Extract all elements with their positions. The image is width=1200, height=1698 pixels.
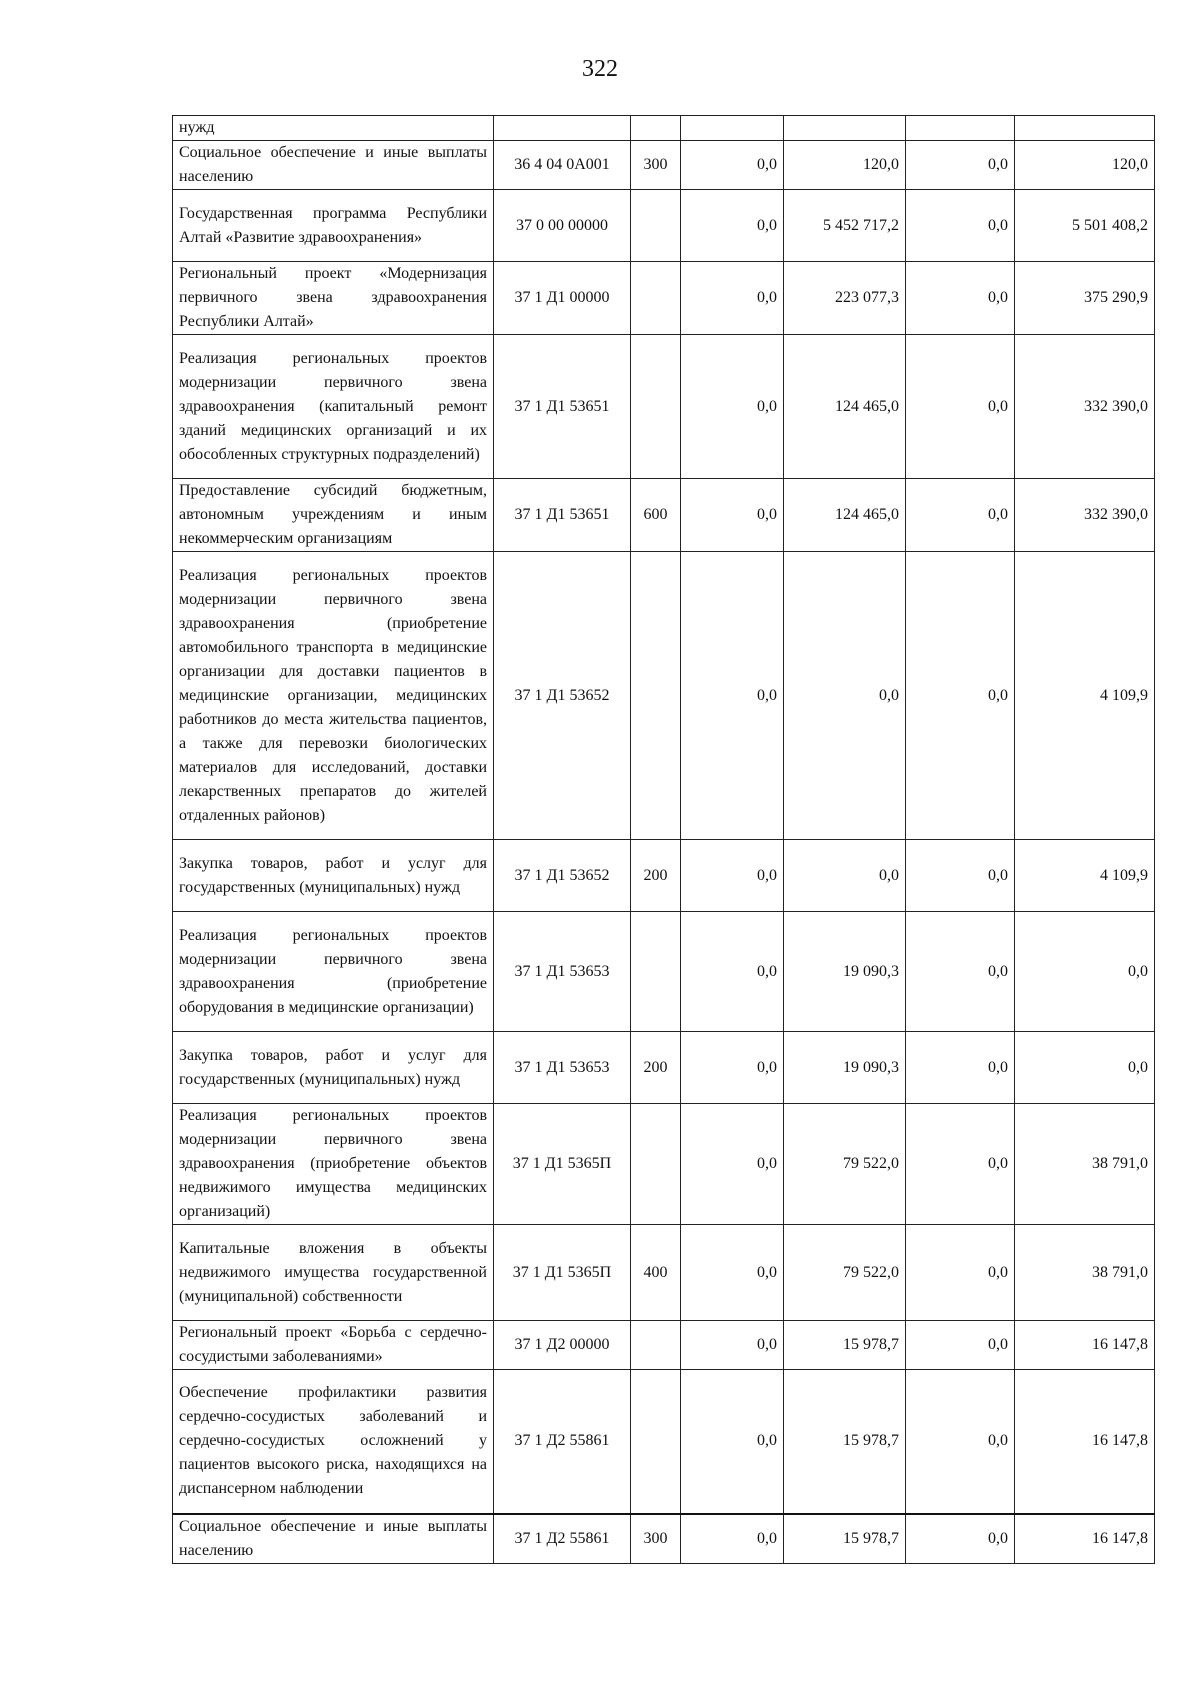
target-code-cell: 37 1 Д1 53652 [494, 552, 631, 840]
amount-cell: 0,0 [784, 552, 906, 840]
table-row [173, 141, 1155, 190]
amount-cell: 0,0 [681, 141, 784, 190]
amount-cell: 0,0 [681, 1321, 784, 1370]
expense-type-cell: 200 [631, 1032, 681, 1104]
row-name-cell: Государственная программа Республики Алтай «Развитие здравоохранения» [173, 190, 494, 262]
amount-cell: 0,0 [906, 1321, 1015, 1370]
amount-cell: 0,0 [906, 190, 1015, 262]
amount-cell: 0,0 [681, 479, 784, 552]
row-name-cell: Региональный проект «Борьба с сердечно-сосудистыми заболеваниями» [173, 1321, 494, 1370]
table-row [173, 1104, 1155, 1225]
expense-type-cell [631, 1321, 681, 1370]
row-name-cell: Капитальные вложения в объекты недвижимого имущества государственной (муниципальной) собственности [173, 1225, 494, 1321]
amount-cell: 79 522,0 [784, 1225, 906, 1321]
amount-cell: 0,0 [681, 1370, 784, 1514]
amount-cell: 375 290,9 [1015, 262, 1155, 335]
table-row [173, 552, 1155, 840]
amount-cell: 0,0 [681, 912, 784, 1032]
row-name-cell: Реализация региональных проектов модернизации первичного звена здравоохранения (приобретение автомобильного транспорта в медицинские организации для доставки пациентов в медицинские организации, медицинских работников до места жительства пациентов, а также для перевозки биологических материалов для исследований, доставки лекарственных препаратов до жителей отдаленных районов) [173, 552, 494, 840]
amount-cell: 124 465,0 [784, 335, 906, 479]
amount-cell: 0,0 [784, 840, 906, 912]
amount-cell [784, 116, 906, 141]
amount-cell: 0,0 [906, 335, 1015, 479]
expense-type-cell [631, 912, 681, 1032]
expense-type-cell [631, 1104, 681, 1225]
amount-cell: 120,0 [1015, 141, 1155, 190]
amount-cell: 5 452 717,2 [784, 190, 906, 262]
expense-type-cell: 400 [631, 1225, 681, 1321]
expense-type-cell [631, 1370, 681, 1514]
expense-type-cell [631, 335, 681, 479]
amount-cell: 16 147,8 [1015, 1514, 1155, 1564]
amount-cell: 38 791,0 [1015, 1104, 1155, 1225]
amount-cell: 15 978,7 [784, 1321, 906, 1370]
amount-cell: 4 109,9 [1015, 552, 1155, 840]
table-row [173, 479, 1155, 552]
amount-cell: 332 390,0 [1015, 479, 1155, 552]
row-name-cell: Социальное обеспечение и иные выплаты населению [173, 141, 494, 190]
row-name-cell: Закупка товаров, работ и услуг для государственных (муниципальных) нужд [173, 840, 494, 912]
amount-cell: 0,0 [681, 1514, 784, 1564]
amount-cell [906, 116, 1015, 141]
amount-cell: 16 147,8 [1015, 1321, 1155, 1370]
table-row [173, 190, 1155, 262]
expense-type-cell: 600 [631, 479, 681, 552]
table-row [173, 116, 1155, 141]
amount-cell: 0,0 [906, 141, 1015, 190]
page-number: 322 [582, 56, 618, 82]
expense-type-cell: 300 [631, 1514, 681, 1564]
amount-cell: 79 522,0 [784, 1104, 906, 1225]
target-code-cell: 37 0 00 00000 [494, 190, 631, 262]
row-name-cell: Закупка товаров, работ и услуг для государственных (муниципальных) нужд [173, 1032, 494, 1104]
amount-cell: 0,0 [681, 1032, 784, 1104]
expense-type-cell [631, 190, 681, 262]
target-code-cell: 37 1 Д1 53651 [494, 479, 631, 552]
amount-cell: 0,0 [906, 912, 1015, 1032]
target-code-cell: 37 1 Д2 55861 [494, 1370, 631, 1514]
amount-cell: 0,0 [1015, 912, 1155, 1032]
table-row [173, 1321, 1155, 1370]
row-name-cell: Обеспечение профилактики развития сердечно-сосудистых заболеваний и сердечно-сосудистых осложнений у пациентов высокого риска, находящихся на диспансерном наблюдении [173, 1370, 494, 1514]
amount-cell: 0,0 [906, 1514, 1015, 1564]
amount-cell: 0,0 [681, 840, 784, 912]
amount-cell: 0,0 [906, 479, 1015, 552]
amount-cell [1015, 116, 1155, 141]
expense-type-cell [631, 116, 681, 141]
amount-cell: 15 978,7 [784, 1370, 906, 1514]
target-code-cell: 37 1 Д1 53653 [494, 912, 631, 1032]
table-row [173, 335, 1155, 479]
amount-cell: 0,0 [681, 1104, 784, 1225]
table-row [173, 840, 1155, 912]
target-code-cell: 37 1 Д2 00000 [494, 1321, 631, 1370]
amount-cell: 16 147,8 [1015, 1370, 1155, 1514]
expense-type-cell: 300 [631, 141, 681, 190]
amount-cell: 19 090,3 [784, 912, 906, 1032]
row-name-cell: Реализация региональных проектов модернизации первичного звена здравоохранения (приобретение объектов недвижимого имущества медицинских организаций) [173, 1104, 494, 1225]
amount-cell: 0,0 [906, 262, 1015, 335]
amount-cell [681, 116, 784, 141]
amount-cell: 0,0 [906, 1032, 1015, 1104]
amount-cell: 124 465,0 [784, 479, 906, 552]
target-code-cell: 37 1 Д1 53651 [494, 335, 631, 479]
amount-cell: 38 791,0 [1015, 1225, 1155, 1321]
table-row [173, 1032, 1155, 1104]
budget-table [172, 115, 1155, 1564]
target-code-cell: 36 4 04 0А001 [494, 141, 631, 190]
row-name-cell: Социальное обеспечение и иные выплаты населению [173, 1514, 494, 1564]
amount-cell: 15 978,7 [784, 1514, 906, 1564]
row-name-cell: Реализация региональных проектов модернизации первичного звена здравоохранения (приобретение оборудования в медицинские организации) [173, 912, 494, 1032]
amount-cell: 0,0 [906, 1225, 1015, 1321]
row-name-cell: нужд [173, 116, 494, 141]
target-code-cell: 37 1 Д2 55861 [494, 1514, 631, 1564]
amount-cell: 0,0 [681, 190, 784, 262]
row-name-cell: Предоставление субсидий бюджетным, автономным учреждениям и иным некоммерческим организациям [173, 479, 494, 552]
amount-cell: 0,0 [681, 335, 784, 479]
amount-cell: 0,0 [906, 552, 1015, 840]
target-code-cell [494, 116, 631, 141]
amount-cell: 0,0 [681, 262, 784, 335]
amount-cell: 0,0 [1015, 1032, 1155, 1104]
expense-type-cell: 200 [631, 840, 681, 912]
row-name-cell: Реализация региональных проектов модернизации первичного звена здравоохранения (капитальный ремонт зданий медицинских организаций и их обособленных структурных подразделений) [173, 335, 494, 479]
table-row [173, 1514, 1155, 1564]
target-code-cell: 37 1 Д1 5365П [494, 1225, 631, 1321]
expense-type-cell [631, 552, 681, 840]
target-code-cell: 37 1 Д1 53653 [494, 1032, 631, 1104]
table-row [173, 912, 1155, 1032]
expense-type-cell [631, 262, 681, 335]
amount-cell: 223 077,3 [784, 262, 906, 335]
table-row [173, 1225, 1155, 1321]
amount-cell: 5 501 408,2 [1015, 190, 1155, 262]
amount-cell: 19 090,3 [784, 1032, 906, 1104]
amount-cell: 120,0 [784, 141, 906, 190]
amount-cell: 332 390,0 [1015, 335, 1155, 479]
table-row [173, 262, 1155, 335]
amount-cell: 0,0 [681, 1225, 784, 1321]
amount-cell: 0,0 [906, 840, 1015, 912]
amount-cell: 4 109,9 [1015, 840, 1155, 912]
amount-cell: 0,0 [906, 1370, 1015, 1514]
amount-cell: 0,0 [681, 552, 784, 840]
target-code-cell: 37 1 Д1 53652 [494, 840, 631, 912]
table-row [173, 1370, 1155, 1514]
row-name-cell: Региональный проект «Модернизация первичного звена здравоохранения Республики Алтай» [173, 262, 494, 335]
target-code-cell: 37 1 Д1 5365П [494, 1104, 631, 1225]
amount-cell: 0,0 [906, 1104, 1015, 1225]
target-code-cell: 37 1 Д1 00000 [494, 262, 631, 335]
